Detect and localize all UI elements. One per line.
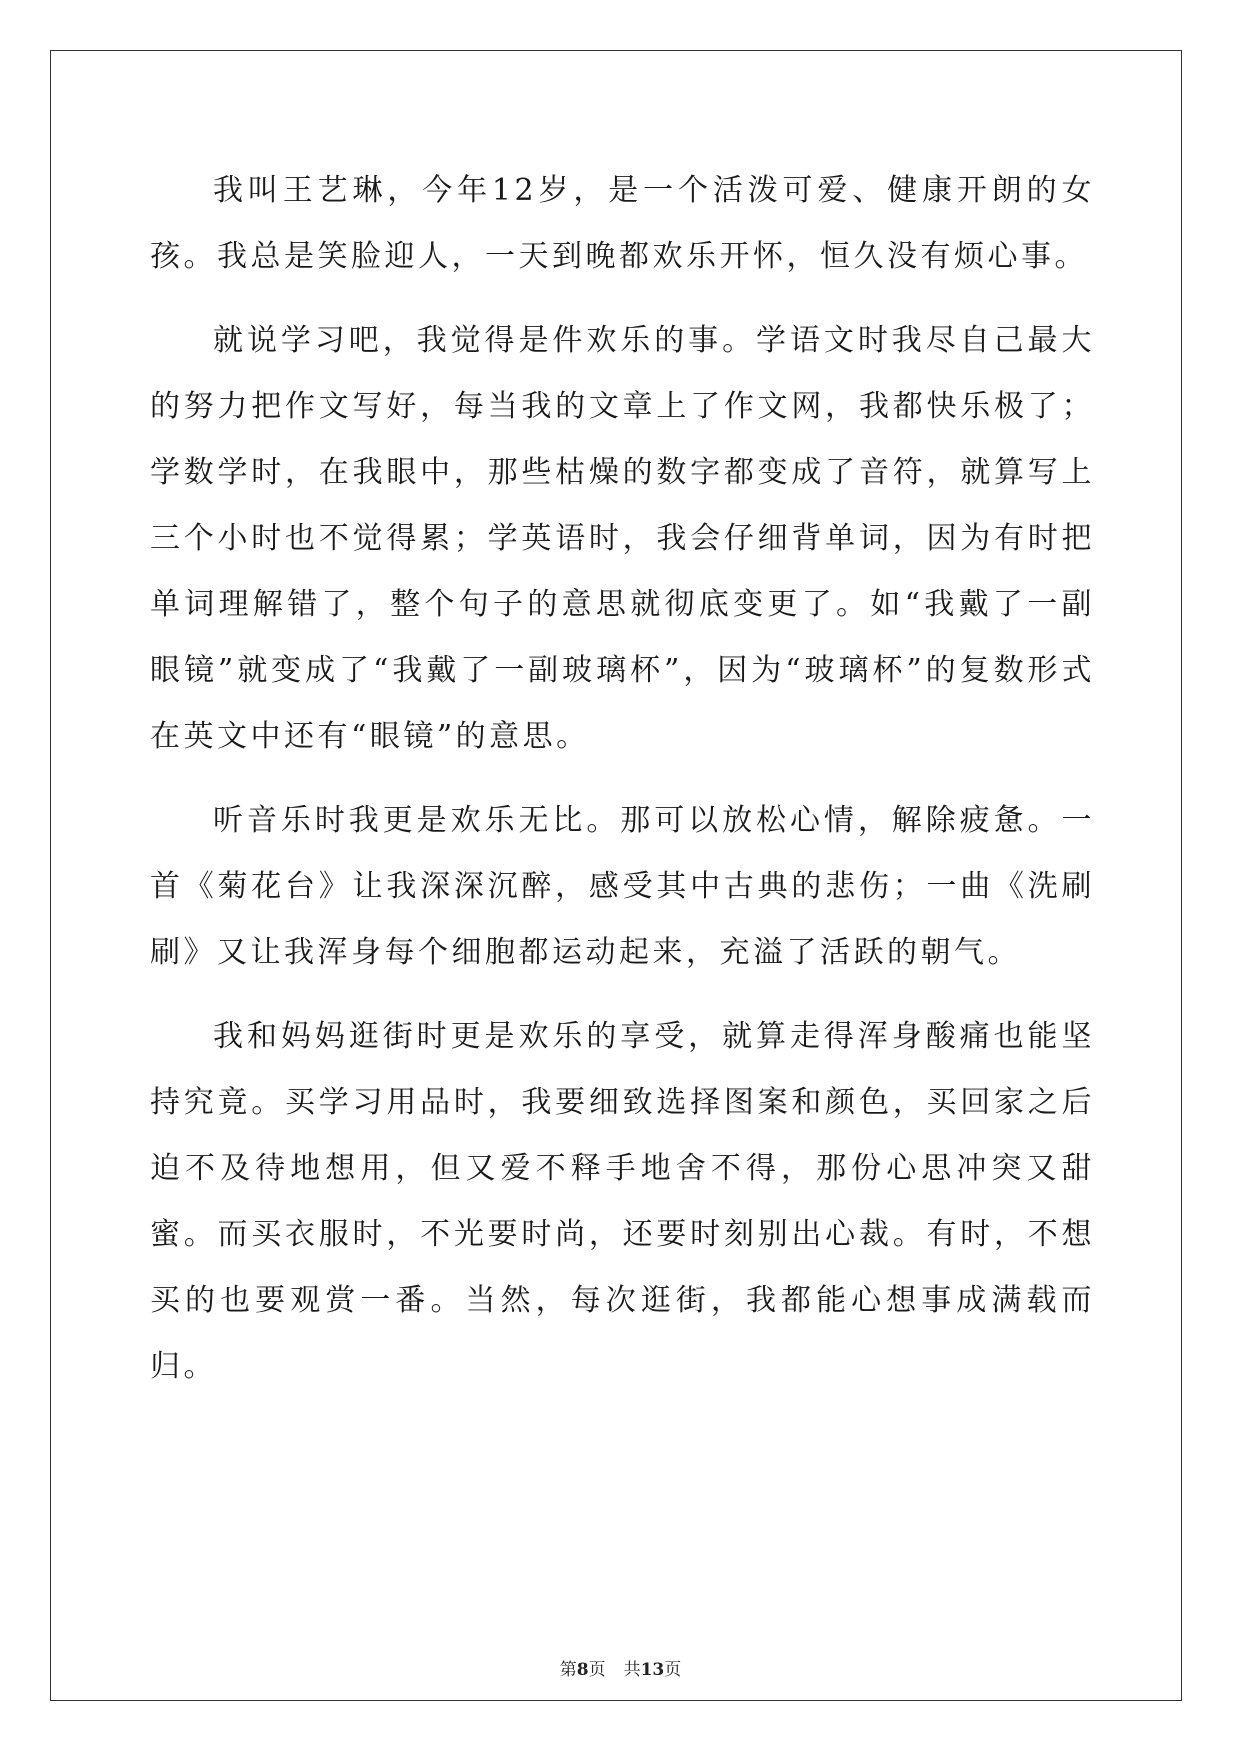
- document-body: [150, 158, 1095, 1418]
- paragraph-4: 我和妈妈逛街时更是欢乐的享受，就算走得浑身酸痛也能坚持究竟。买学习用品时，我要细致选择图案和颜色，买回家之后迫不及待地想用，但又爱不释手地舍不得，那份心思冲突又甜蜜。而买衣服时，不光要时尚，还要时刻别出心裁。有时，不想买的也要观赏一番。当然，每次逛街，我都能心想事成满载而归。: [150, 1019, 1095, 1384]
- page-prefix: 第: [559, 1660, 577, 1680]
- total-prefix: 共: [623, 1660, 641, 1680]
- total-pages: 13: [640, 1660, 665, 1680]
- paragraph-3: 听音乐时我更是欢乐无比。那可以放松心情，解除疲惫。一首《菊花台》让我深深沉醉，感受其中古典的悲伤；一曲《洗刷刷》又让我浑身每个细胞都运动起来，充溢了活跃的朝气。: [150, 803, 1095, 970]
- page-footer: [0, 1655, 1241, 1680]
- paragraph-1: 我叫王艺琳，今年12岁，是一个活泼可爱、健康开朗的女孩。我总是笑脸迎人，一天到晚都欢乐开怀，恒久没有烦心事。: [150, 173, 1095, 274]
- paragraph-2: 就说学习吧，我觉得是件欢乐的事。学语文时我尽自己最大的努力把作文写好，每当我的文章上了作文网，我都快乐极了；学数学时，在我眼中，那些枯燥的数字都变成了音符，就算写上三个小时也不觉得累；学英语时，我会仔细背单词，因为有时把单词理解错了，整个句子的意思就彻底变更了。如“我戴了一副眼镜”就变成了“我戴了一副玻璃杯”，因为“玻璃杯”的复数形式在英文中还有“眼镜”的意思。: [150, 323, 1095, 754]
- page-suffix: 页: [588, 1660, 606, 1680]
- total-suffix: 页: [664, 1660, 682, 1680]
- page-number: 8: [576, 1660, 589, 1680]
